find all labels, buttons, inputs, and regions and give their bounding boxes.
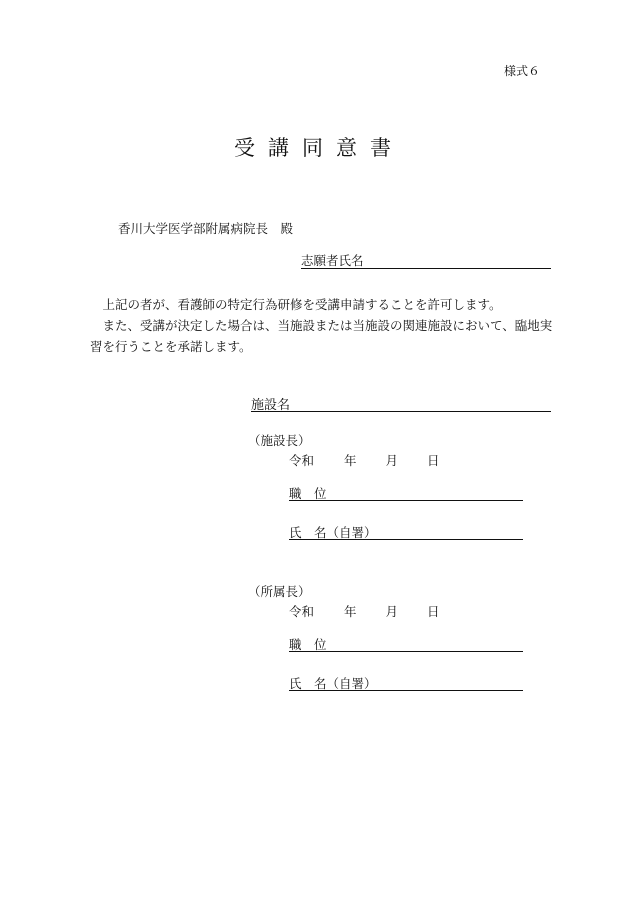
- date-day-label: 日: [427, 453, 440, 468]
- date-month-label: 月: [385, 453, 399, 468]
- facility-name-field[interactable]: [251, 394, 551, 412]
- document-title: 受講同意書: [234, 136, 404, 160]
- position-label: 職 位: [289, 637, 327, 652]
- date-era: 令和: [289, 453, 315, 468]
- position-label: 職 位: [289, 486, 327, 501]
- section-heading-director: （施設長）: [248, 433, 311, 448]
- date-month-label: 月: [385, 604, 399, 619]
- form-number: 様式６: [503, 64, 540, 78]
- position-field-manager[interactable]: [289, 635, 523, 652]
- addressee: 香川大学医学部附属病院長 殿: [118, 221, 294, 236]
- signature-field-manager[interactable]: [289, 674, 523, 691]
- date-era: 令和: [289, 604, 315, 619]
- section-heading-manager: （所属長）: [248, 584, 311, 599]
- signature-label: 氏 名（自署）: [289, 676, 377, 691]
- date-row-manager[interactable]: [289, 602, 440, 620]
- applicant-name-field[interactable]: [301, 251, 551, 269]
- signature-label: 氏 名（自署）: [289, 525, 377, 540]
- date-year-label: 年: [344, 453, 357, 468]
- date-row-director[interactable]: [289, 451, 440, 469]
- consent-line-1: 上記の者が、看護師の特定行為研修を受講申請することを許可します。: [102, 297, 502, 312]
- signature-field-director[interactable]: [289, 523, 523, 540]
- date-year-label: 年: [344, 604, 357, 619]
- date-day-label: 日: [427, 604, 440, 619]
- facility-name-label: 施設名: [251, 398, 291, 413]
- consent-body: [90, 294, 560, 357]
- applicant-name-label: 志願者氏名: [301, 253, 364, 268]
- position-field-director[interactable]: [289, 484, 523, 501]
- consent-line-2: また、受講が決定した場合は、当施設または当施設の関連施設において、臨地実習を行うことを承諾します。: [90, 318, 553, 354]
